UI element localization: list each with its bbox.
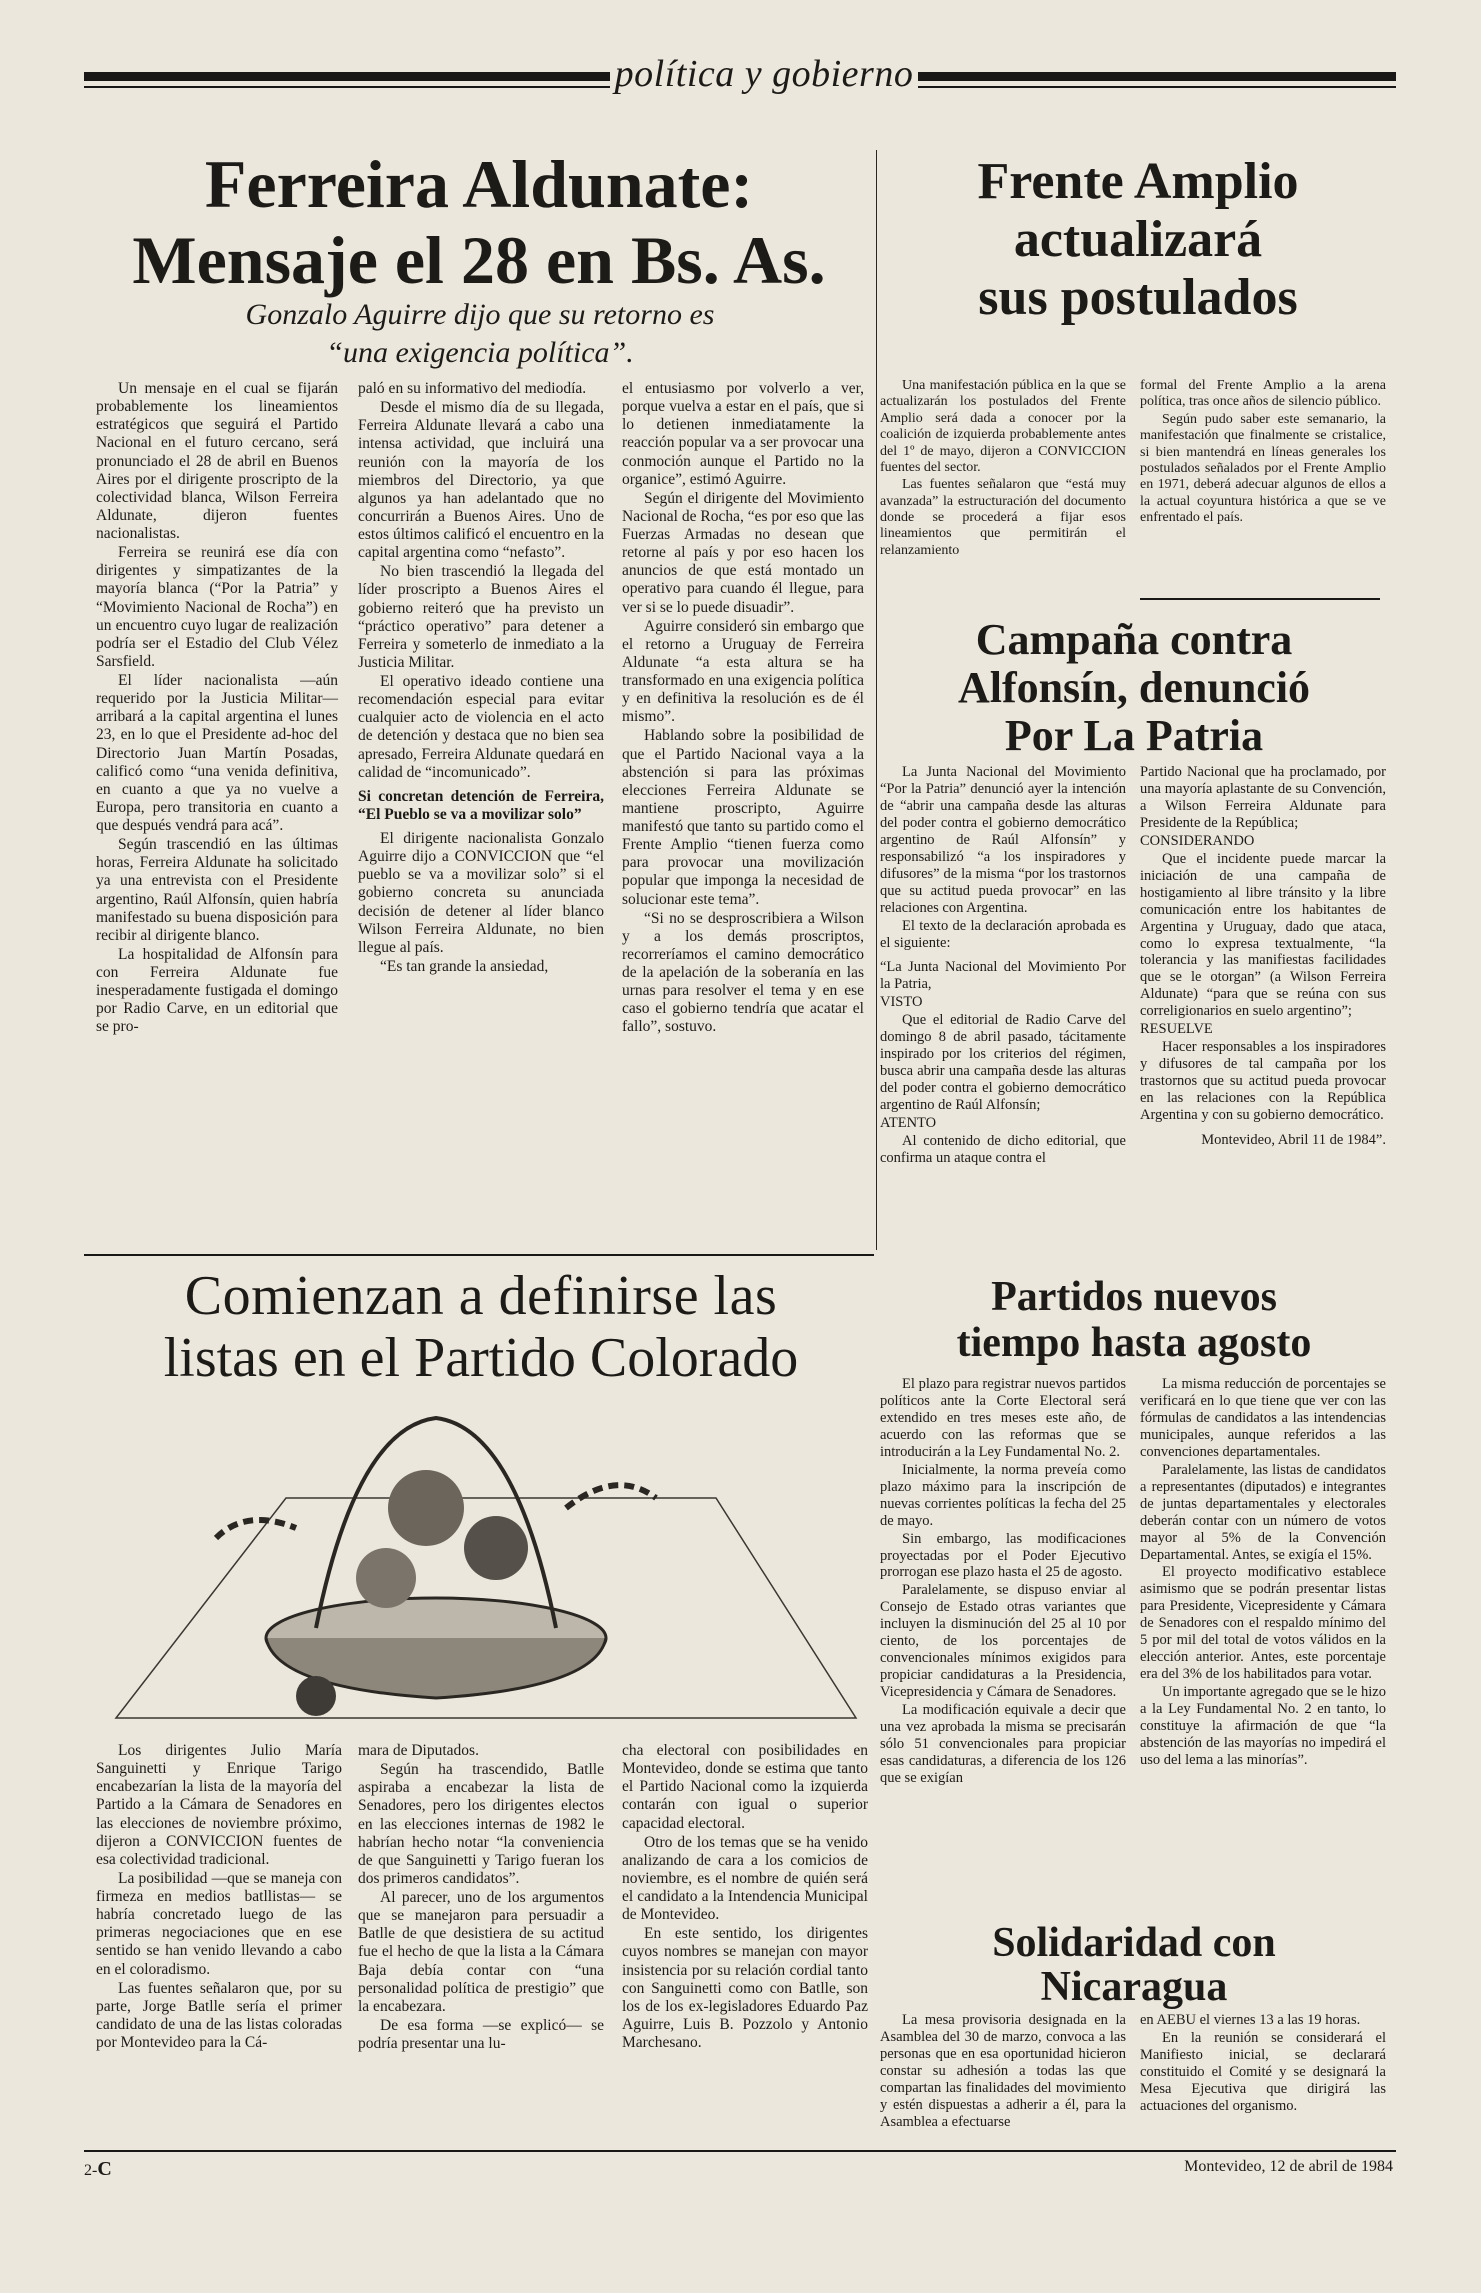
story1-headline <box>84 146 874 298</box>
story3-col1-quote: “La Junta Nacional del Movimiento Por la Patria, <box>880 959 1126 993</box>
story3-col2-para: Partido Nacional que ha proclamado, por una mayoría aplastante de su Convención, a Wilson Ferreira Aldunate para Presidente de la República; <box>1140 764 1386 831</box>
story2-column-1 <box>880 378 1126 560</box>
section-rule-right <box>906 72 1396 81</box>
story1-col3-para: Hablando sobre la posibilidad de que el Partido Nacional vaya a la abstención si para las próximas elecciones Ferreira Aldunate se mantiene proscripto, Aguirre manifestó que tanto su partido como el Frente Amplio “tienen fuerza como para provocar una movilización popular que imponga la necesidad de solucionar este tema”. <box>622 727 864 908</box>
story4-col3-para: En este sentido, los dirigentes cuyos nombres se manejan con mayor insistencia por su relación cordial tanto con Sanguinetti como con Batlle, son los de los ex-legisladores Eduardo Paz Aguirre, Luis B. Pozzolo y Antonio Marchesano. <box>622 1925 868 2051</box>
story1-col1-para: Un mensaje en el cual se fijarán probablemente los lineamientos estratégicos que seguirá el Partido Nacional en el futuro cercano, será pronunciado el 28 de abril en Buenos Aires por el dirigente proscripto de la colectividad blanca, Wilson Ferreira Aldunate, dijeron fuentes nacionalistas. <box>96 380 338 542</box>
story5-col2-para: Paralelamente, las listas de candidatos a representantes (diputados) e integrantes de juntas departamentales y electorales deberán contar con un número de votos mayor al 5% de la Convención Departamental. Antes, se exigía el 15%. <box>1140 1461 1386 1563</box>
story4-col3-para: cha electoral con posibilidades en Montevideo, donde se estima que tanto el Partido Nacional como la izquierda contarán con igual o superior capacidad electoral. <box>622 1742 868 1832</box>
story5-col1-para: La modificación equivale a decir que una vez aprobada la misma se precisarán sólo 51 convencionales para propiciar esas candidaturas, a diferencia de los 126 que se exigían <box>880 1702 1126 1786</box>
story1-col1-para: La hospitalidad de Alfonsín para con Ferreira Aldunate fue inesperadamente fustigada el domingo por Radio Carve, en un editorial que se pro- <box>96 945 338 1036</box>
story3-col1-para: Que el editorial de Radio Carve del domingo 8 de abril pasado, tácitamente inspirado por los criterios del régimen, busca abrir una campaña desde las alturas del poder contra el gobierno democrático argentino de Raúl Alfonsín; <box>880 1012 1126 1114</box>
story1-col1-para: Según trascendió en las últimas horas, Ferreira Aldunate ha solicitado ya una entrevista con el Presidente argentino, Raúl Alfonsín, quien habría manifestado su buena disposición para recibir al dirigente blanco. <box>96 836 338 944</box>
story1-col3-para: el entusiasmo por volverlo a ver, porque vuelva a estar en el país, que si lo detienen inmediatamente la reacción popular va a ser provocar una conmoción aunque el Partido no la organice”, estimó Aguirre. <box>622 380 864 488</box>
story1-subhead: Si concretan detención de Ferreira, “El Pueblo se va a movilizar solo” <box>358 787 604 823</box>
story5-headline-line1: Partidos nuevos <box>991 1274 1277 1320</box>
story5-col2-para: Un importante agregado que se le hizo a la Ley Fundamental No. 2 en tanto, lo constituye la afirmación de que “la abstención de las mayorías no impedirá el uso del lema a las minorías”. <box>1140 1684 1386 1768</box>
story5-col1-para: Paralelamente, se dispuso enviar al Consejo de Estado otras variantes que incluyen la disminución del 25 al 10 por ciento, de los porcentajes de convencionales mínimos exigidos para propiciar candidaturas a la Presidencia, Vicepresidencia y Cámara de Senadores. <box>880 1582 1126 1701</box>
story1-col2-para: Desde el mismo día de su llegada, Ferreira Aldunate llevará a cabo una intensa actividad, que incluirá una reunión con la mayoría de los miembros del Directorio, ya que algunos ya han adelantado que no concurrirán a Buenos Aires. Uno de estos últimos calificó el encuentro en la capital argentina como “nefasto”. <box>358 399 604 562</box>
section-rule-left <box>84 72 614 81</box>
story5-col1-para: Sin embargo, las modificaciones proyectadas por el Poder Ejecutivo prorrogan ese plazo hasta el 25 de agosto. <box>880 1530 1126 1581</box>
story4-column-3 <box>622 1742 868 2053</box>
story6-headline-line2: Nicaragua <box>1040 1964 1228 2010</box>
story1-deck-line1: Gonzalo Aguirre dijo que su retorno es <box>245 298 715 331</box>
story5-column-1 <box>880 1376 1126 1788</box>
cats-in-basket-illustration <box>96 1388 866 1734</box>
story6-column-2 <box>1140 2012 1386 2116</box>
story4-column-2 <box>358 1742 604 2054</box>
story1-col3-para: Según el dirigente del Movimiento Nacional de Rocha, “es por eso que las Fuerzas Armadas no desean que retorne al país y por eso hacen los anuncios de que está montado un operativo para cuando él llegue, para ver si se lo puede disuadir”. <box>622 489 864 616</box>
story1-col3-para: “Si no se desproscribiera a Wilson y a los demás proscriptos, recorreríamos el camino democrático de la apelación de la soberanía en las urnas para resolver el tema y en ese caso el gobierno tendría que acatar el fallo”, sostuvo. <box>622 909 864 1036</box>
story2-headline-line1: Frente Amplio <box>977 153 1299 210</box>
story1-headline-line2: Mensaje el 28 en Bs. As. <box>132 222 826 298</box>
column-divider <box>876 150 877 1250</box>
story1-column-3 <box>622 380 864 1038</box>
story2-headline-line3: sus postulados <box>978 269 1298 326</box>
section-title: política y gobierno <box>610 52 918 96</box>
story4-col2-para: Al parecer, uno de los argumentos que se manejaron para persuadir a Batlle de que desistiera de su actitud fue el hecho de que la lista a la Cámara Baja debía contar con “una personalidad política de prestigio” que la encabezara. <box>358 1889 604 2015</box>
story6-col2-para: en AEBU el viernes 13 a las 19 horas. <box>1140 2012 1361 2028</box>
story3-col2-para: Que el incidente puede marcar la iniciación de una campaña de hostigamiento al libre tránsito y la libre comunicación entre los habitantes de Argentina y Uruguay, dado que ataca, como lo expresa textualmente, “la tolerancia y las manifiestas facilidades que se le otorgan” (a Wilson Ferreira Aldunate) “para que se reúna con sus correligionarios en suelo argentino”; <box>1140 850 1386 1020</box>
publication-logo: C <box>97 2158 112 2180</box>
story3-headline-line2: Alfonsín, denunció <box>957 663 1311 712</box>
story5-col2-para: El proyecto modificativo establece asimismo que se podrán presentar listas para Presidente, Vicepresidente y Cámara de Senadores con el respaldo mínimo del 5 por mil del total de votos válidos en la elección anterior. Antes, este porcentaje era del 3% de los habilitados para votar. <box>1140 1564 1386 1683</box>
story1-col2-para: El operativo ideado contiene una recomendación especial para evitar cualquier acto de violencia en el acto de detención y destaca que no bien sea apresado, Ferreira Aldunate quedará en calidad de “incomunicado”. <box>358 673 604 781</box>
story4-headline-line2: listas en el Partido Colorado <box>163 1327 799 1389</box>
story5-col2-para: La misma reducción de porcentajes se verificará en lo que tiene que ver con las fórmulas de candidatos a las intendencias municipales, aunque referidos a las convenciones departamentales. <box>1140 1376 1386 1460</box>
story2-column-2 <box>1140 378 1386 527</box>
story1-col2-para: paló en su informativo del mediodía. <box>358 380 587 397</box>
story3-col2-sign: Montevideo, Abril 11 de 1984”. <box>1201 1132 1386 1149</box>
story1-col1-para: Ferreira se reunirá ese día con dirigentes y simpatizantes de la mayoría blanca (“Por la Patria” y “Movimiento Nacional de Rocha”) en un encuentro cuyo lugar de realización podría ser el Estadio del Club Vélez Sarsfield. <box>96 544 338 670</box>
story6-headline <box>884 1922 1384 2008</box>
story2-col2-para: Según pudo saber este semanario, la manifestación que finalmente se cristalice, si bien mantendrá en líneas generales los postulados señalados por el Frente Amplio en 1971, deberá adecuar algunos de ellos a la actual coyuntura histórica a que se ve enfrentado el país. <box>1140 411 1386 525</box>
story6-col2-para: En la reunión se considerará el Manifiesto inicial, se declarará constituido el Comité y se designará la Mesa Ejecutiva que dirigirá las actuaciones del organismo. <box>1140 2029 1386 2114</box>
story5-col1-para: Inicialmente, la norma preveía como plazo máximo para la inscripción de nuevas corrientes políticas la fecha del 25 de mayo. <box>880 1461 1126 1529</box>
story4-col2-para: Según ha trascendido, Batlle aspiraba a encabezar la lista de Senadores, pero los dirigentes electos en las elecciones internas de 1982 le habrían hecho notar “la conveniencia de que Sanguinetti y Tarigo fueran los dos primeros candidatos”. <box>358 1761 604 1887</box>
story2-headline-line2: actualizará <box>1013 211 1263 268</box>
story3-col1-para: El texto de la declaración aprobada es el siguiente: <box>880 917 1126 951</box>
story4-column-1 <box>96 1742 342 2053</box>
story3-col1-para: Al contenido de dicho editorial, que confirma un ataque contra el <box>880 1133 1126 1166</box>
story3-col2-considerando: CONSIDERANDO <box>1140 832 1255 849</box>
story2-col1-para: Una manifestación pública en la que se actualizarán los postulados del Frente Amplio será dada a conocer por la coalición de izquierda probablemente antes del 1º de mayo, dijeron a CONVICCION fuentes del sector. <box>880 378 1126 475</box>
story5-column-2 <box>1140 1376 1386 1770</box>
story2-col1-para: Las fuentes señalaron que “está muy avanzada” la estructuración del documento donde se procederá a fijar esos lineamientos que permitirán el relanzamiento <box>880 477 1126 558</box>
story3-col1-visto: VISTO <box>880 994 923 1011</box>
story5-col1-para: El plazo para registrar nuevos partidos políticos ante la Corte Electoral será extendido en tres meses este año, de acuerdo con las reformas que se introducirán a la Ley Fundamental No. 2. <box>880 1376 1126 1460</box>
story4-headline-line1: Comienzan a definirse las <box>184 1265 778 1327</box>
story6-headline-line1: Solidaridad con <box>992 1920 1276 1966</box>
story4-col2-para: mara de Diputados. <box>358 1742 479 1759</box>
story4-col1-para: Las fuentes señalaron que, por su parte, Jorge Batlle sería el primer candidato de una de las listas coloradas por Montevideo para la Cá- <box>96 1979 342 2051</box>
footer-rule <box>84 2150 1396 2152</box>
story3-col1-para: La Junta Nacional del Movimiento “Por la Patria” denunció ayer la intención de “abrir una campaña desde las alturas del poder contra el gobierno democrático argentino de Raúl Alfonsín” y responsabilizó “a los inspiradores y difusores” de la misma “por los trastornos que su actitud pueda provocar” en las relaciones con Argentina. <box>880 764 1126 916</box>
story1-column-1 <box>96 380 338 1038</box>
story4-col2-para: De esa forma —se explicó— se podría presentar una lu- <box>358 2016 604 2052</box>
story2-bottom-rule <box>1140 598 1380 600</box>
story1-col1-para: El líder nacionalista —aún requerido por la Justicia Militar— arribará a la capital argentina el lunes 23, en lo que el Presidente ad-hoc del Directorio Juan Martín Posadas, calificó como “una venida definitiva, en cuanto a que ya no vuelve a Europa, pero transitoria en cuanto a que después vendrá para acá”. <box>96 672 338 834</box>
story3-col2-resuelve: RESUELVE <box>1140 1021 1213 1038</box>
story6-col1-para: La mesa provisoria designada en la Asamblea del 30 de marzo, convoca a las personas que en esa oportunidad hicieron constar su adhesión a todas las que compartan las finalidades del movimiento y estén dispuestas a adherir a él, para la Asamblea a efectuarse <box>880 2012 1126 2130</box>
story1-deck-line2: “una exigencia política”. <box>326 335 634 369</box>
story4-headline <box>88 1265 874 1389</box>
story3-headline-line3: Por La Patria <box>1004 711 1264 760</box>
story5-headline <box>884 1276 1384 1364</box>
story3-col1-atento: ATENTO <box>880 1115 937 1132</box>
story1-col3-para: Aguirre consideró sin embargo que el retorno a Uruguay de Ferreira Aldunate “a esta altura se ha transformado en una exigencia política y en definitiva la resolución es de él mismo”. <box>622 617 864 726</box>
story3-column-2 <box>1140 764 1386 1150</box>
story3-headline-line1: Campaña contra <box>975 615 1293 664</box>
story4-col3-para: Otro de los temas que se ha venido analizando de cara a los comicios de noviembre, es el nombre de quién será el candidato a la Intendencia Municipal de Montevideo. <box>622 1833 868 1924</box>
story4-col1-para: Los dirigentes Julio María Sanguinetti y Enrique Tarigo encabezarían la lista de la mayoría del Partido a la Cámara de Senadores en las elecciones de noviembre próximo, dijeron a CONVICCION fuentes de esa colectividad tradicional. <box>96 1742 342 1868</box>
story1-col2-para: No bien trascendió la llegada del líder proscripto a Buenos Aires el gobierno reiteró que ha previsto un “práctico operativo” para detener a Ferreira y someterlo de inmediato a la Justicia Militar. <box>358 563 604 671</box>
story1-deck <box>200 296 760 371</box>
story3-headline <box>884 615 1384 760</box>
story3-column-1 <box>880 764 1126 1168</box>
page-number-text: 2- <box>84 2162 98 2179</box>
mid-page-rule <box>84 1254 874 1256</box>
dateline: Montevideo, 12 de abril de 1984 <box>1184 2158 1393 2175</box>
story1-col2-para: “Es tan grande la ansiedad, <box>380 957 549 975</box>
story4-col1-para: La posibilidad —que se maneja con firmeza en medios batllistas— se habría concretado luego de las primeras negociaciones que en ese sentido se han venido llevando a cabo en el coloradismo. <box>96 1869 342 1978</box>
story3-col2-para: Hacer responsables a los inspiradores y difusores de tal campaña por los trastornos que su actitud pueda provocar en las relaciones con la República Argentina y con su gobierno democrático. <box>1140 1039 1386 1124</box>
story6-column-1 <box>880 2012 1126 2132</box>
story1-column-2 <box>358 380 604 977</box>
story1-col2-para: El dirigente nacionalista Gonzalo Aguirre dijo a CONVICCION que “el pueblo se va a movilizar solo” si el gobierno concreta su anunciada decisión de detener al líder blanco Wilson Ferreira Aldunate, no bien llegue al país. <box>358 830 604 956</box>
story5-headline-line2: tiempo hasta agosto <box>956 1320 1312 1366</box>
story2-headline <box>888 153 1388 326</box>
story1-headline-line1: Ferreira Aldunate: <box>204 146 754 222</box>
page-number <box>84 2158 112 2181</box>
story2-col2-para: formal del Frente Amplio a la arena política, tras once años de silencio público. <box>1140 378 1386 410</box>
